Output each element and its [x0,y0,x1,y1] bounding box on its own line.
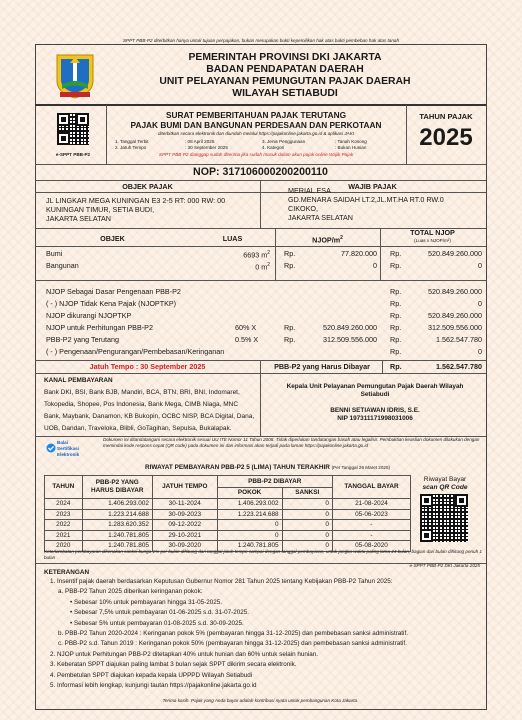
tahun-pajak-value: 2025 [419,124,473,151]
cell-tgl: 21-08-2024 [332,499,410,510]
keterangan-code: e-SPPT PBB-P2 DKI Jakarta 2025 [409,563,480,568]
objek-address-1: JL LINGKAR MEGA KUNINGAN E3 2-5 RT: 000 RW: 00 [46,196,226,205]
row-bangunan-total: 0 [478,261,482,270]
cell-pbb: 1.406.293.002 [82,499,152,510]
bsre-logo-text: Balai Sertifikasi Elektronik [57,440,80,457]
cell-tgl: 05-06-2023 [332,509,410,520]
calc-row-pct: 60% X [235,323,257,332]
riwayat-bayar-label: Riwayat Bayar [423,476,467,483]
calc-row-rp: Rp. [390,323,402,332]
info-key: 1. Tanggal Terbit [115,139,149,144]
riwayat-note: Keterlambatan pembayaran dikenakan sanksi bunga 1% per bulan dihitung dari tanggal jatuh tempo sampai dengan tanggal pembayaran, untuk jangka waktu paling lama 24 bulan, bagian dari bulan dihitung penuh 1 bulan [44,549,482,560]
cell-tahun: 2023 [45,509,83,520]
cell-sanksi: 0 [282,530,332,541]
divider [260,180,261,228]
calc-row-rp1: Rp. [284,323,296,332]
cell-tgl: - [332,520,410,531]
row-bumi-rp: Rp. [284,249,296,258]
cell-pbb: 1.240.781.805 [82,541,152,552]
header-divider [35,104,486,106]
objek-address-3: JAKARTA SELATAN [46,214,111,223]
row-bumi-rp2: Rp. [390,249,402,258]
calc-row-rp: Rp. [390,335,402,344]
info-key: 4. Kategori [262,145,285,150]
col-objek: OBJEK [100,234,125,243]
cell-pokok: 1.223.214.688 [217,509,282,520]
keterangan-item: 4. Pembetulan SPPT diajukan kepada kepala UPPPD Wilayah Setiabudi [50,671,253,679]
cell-tahun: 2020 [45,541,83,552]
top-note: SPPT PBB-P2 diterbitkan hanya untuk tujuan perpajakan, bukan merupakan bukti kepemilikan hak atas bukti pembeban hak atas tanah [122,38,400,43]
col-tanggal-bayar: TANGGAL BAYAR [332,476,410,499]
harus-dibayar-value: 1.562.547.780 [436,362,482,371]
header-line-4: WILAYAH SETIABUDI [232,88,338,99]
riwayat-qr-code-icon[interactable] [420,494,468,542]
cell-tahun: 2021 [45,530,83,541]
info-value: : 08 April 2025 [185,139,215,144]
cell-pbb: 1.240.781.805 [82,530,152,541]
row-bangunan-rp: Rp. [284,261,296,270]
objek-address-2: KUNINGAN TIMUR, SETIA BUDI, [46,205,155,214]
tahun-pajak-label: TAHUN PAJAK [419,112,473,121]
col-sanksi: SANKSI [282,488,332,499]
calc-row-value: 520.849.260.000 [428,287,482,296]
kanal-head: KANAL PEMBAYARAN [44,377,113,384]
wajib-pajak-head: WAJIB PAJAK [348,182,397,191]
cell-pokok: 0 [217,530,282,541]
keterangan-item: 1. Insentif pajak daerah berdasarkan Keputusan Gubernur Nomor 281 Tahun 2025 tentang Kebijakan PBB-P2 Tahun 2025: [50,578,393,585]
calc-row-value: 0 [478,347,482,356]
sign-nip: NIP 197311171998031006 [337,415,413,422]
cell-sanksi: 0 [282,541,332,552]
bsre-logo-icon [46,440,56,450]
scan-qr-label: scan QR Code [422,484,468,491]
col-njop: NJOP/$m^2$ [312,235,343,245]
keterangan-item: 2. NJOP untuk Perhitungan PBB-P2 ditetapkan 40% untuk hunian dan 60% untuk selain hunian. [50,650,319,658]
doc-title: SURAT PEMBERITAHUAN PAJAK TERUTANG [165,110,347,120]
cell-sanksi: 0 [282,509,332,520]
info-key: 3. Jenis Penggunaan [262,139,306,144]
calc-row-value: 520.849.260.000 [428,311,482,320]
divider [382,360,383,373]
cell-pokok: 0 [217,520,282,531]
col-total-njop: TOTAL NJOP [410,228,455,237]
bsre-text: Dokumen ini ditandatangani secara elektronik sesuai UU ITE Nomor 11 Tahun 2008. Tidak diperlukan tandatangan basah atau legalisir. Pembuktian keaslian dokumen dilakukan dengan memindai kode respons cepat (QR code) pada dokumen ini dan informasi akan terjadi pada laman https://pajakonline.jakarta.go.id [103,437,480,448]
wajib-address-3: JAKARTA SELATAN [288,213,353,222]
keterangan-item: • Sebesar 5% untuk pembayaran 01-08-2025 s.d. 30-09-2025. [70,619,244,627]
riwayat-table [44,475,411,552]
nop-number: NOP: 317106000200200110 [193,166,328,178]
cell-jt: 09-12-2022 [152,520,217,531]
col-jatuh-tempo: JATUH TEMPO [152,476,217,499]
row-bangunan-luas: 0 $m^2$ [255,262,270,272]
calc-row-label: NJOP untuk Perhitungan PBB-P2 [46,323,153,332]
row-bangunan-name: Bangunan [46,261,79,270]
sign-title: Kepala Unit Pelayanan Pemungutan Pajak Daerah Wilayah Setiabudi [286,383,464,398]
table-row [45,499,411,510]
col-luas: LUAS [222,234,243,243]
col-pokok: POKOK [217,488,282,499]
divider [35,164,486,165]
keterangan-item: a. PBB-P2 Tahun 2025 diberikan keringanan pokok: [58,588,203,596]
keterangan-item: c. PBB-P2 s.d. Tahun 2019 : Keringanan pokok 50% (pembayaran hingga 31-12-2025) dan pembebasan sanksi administratif. [58,640,407,648]
calc-row-value: 1.562.547.780 [436,335,482,344]
row-bumi-total: 520.849.260.000 [428,249,482,258]
wajib-name: MERIAL ESA [288,186,331,195]
keterangan-item: 5. Informasi lebih lengkap, kunjungi tautan https://pajakonline.jakarta.go.id [50,682,257,689]
calc-row-label: NJOP Sebagai Dasar Pengenaan PBB-P2 [46,287,181,296]
riwayat-title: RIWAYAT PEMBAYARAN PBB-P2 5 (LIMA) TAHUN TERAKHIR (Per Tanggal 26 Maret 2025) [145,464,391,471]
cell-sanksi: 0 [282,499,332,510]
sign-name: BENNI SETIAWAN IDRIS, S.E. [330,407,420,414]
sppt-qr-code-icon[interactable] [57,113,89,145]
row-bumi-luas: 6693 $m^2$ [243,250,270,260]
cell-tahun: 2024 [45,499,83,510]
wajib-address-1: GD.MENARA SAIDAH LT.2,JL.MT.HA RT.0 RW.0 [288,195,444,204]
keterangan-item: • Sebesar 7,5% untuk pembayaran 01-06-2025 s.d. 31-07-2025. [70,609,249,617]
header-line-2: BADAN PENDAPATAN DAERAH [206,64,364,75]
cell-jt: 30-09-2020 [152,541,217,552]
calc-row-value: 312.509.556.000 [428,323,482,332]
cell-pbb: 1.283.620.352 [82,520,152,531]
cell-sanksi: 0 [282,520,332,531]
col-total-sub: (Luas x NJOP/m²) [414,238,451,243]
keterangan-item: • Sebesar 10% untuk pembayaran hingga 31-05-2025. [70,598,223,606]
row-bumi-njop: 77.820.000 [341,249,377,258]
keterangan-head: KETERANGAN [44,569,90,576]
wajib-address-2: CIKOKO, [288,204,318,213]
jakarta-emblem-icon [52,51,98,99]
calc-row-rp: Rp. [390,299,402,308]
cell-jt: 30-11-2024 [152,499,217,510]
harus-dibayar-rp: Rp. [390,362,402,371]
keterangan-item: 3. Keberatan SPPT diajukan paling lambat 3 bulan sejak SPPT dikirim secara elektronik. [50,661,297,669]
calc-row-value: 0 [478,299,482,308]
jatuh-tempo: Jatuh Tempo : 30 September 2025 [89,362,206,371]
qr-label: e-SPPT PBB-P2 [55,152,91,157]
calc-row-base: 520.849.260.000 [323,323,377,332]
info-key: 2. Jatuh Tempo [115,145,147,150]
calc-row-rp: Rp. [390,311,402,320]
calc-row-rp: Rp. [390,287,402,296]
harus-dibayar-label: PBB-P2 yang Harus Dibayar [274,362,370,371]
divider [275,228,276,280]
info-value: : 30 September 2025 [185,145,228,150]
keterangan-item: b. PBB-P2 Tahun 2020-2024 : Keringanan pokok 5% (pembayaran hingga 31-12-2025) dan pembebasan sanksi administratif. [58,630,408,637]
calc-row-pct: 0.5% X [235,335,259,344]
calc-row-label: PBB-P2 yang Terutang [46,335,119,344]
calc-row-rp: Rp. [390,347,402,356]
divider [35,280,486,281]
doc-subtitle: diterbitkan secara elektronik dan diunduh melalui https://pajakonline.jakarta.go.id & aplikasi JAKI [157,131,355,136]
objek-pajak-head: OBJEK PAJAK [122,182,173,191]
cell-jt: 30-09-2023 [152,509,217,520]
table-row [45,520,411,531]
table-row [45,530,411,541]
col-tahun: TAHUN [45,476,83,499]
row-bumi-name: Bumi [46,249,63,258]
row-bangunan-njop: 0 [373,261,377,270]
divider [380,228,381,280]
calc-row-label: NJOP dikurangi NJOPTKP [46,311,132,320]
keterangan-footer: Terima kasih. Pajak yang Anda bayar adalah kontribusi nyata untuk pembangunan Kota Jakarta. [162,698,359,703]
cell-pokok: 1.240.781.805 [217,541,282,552]
divider [35,246,486,247]
info-value: : Tanah Kosong [335,139,367,144]
calc-row-rp1: Rp. [284,335,296,344]
divider [260,360,261,436]
cell-tgl: - [332,530,410,541]
row-bangunan-rp2: Rp. [390,261,402,270]
header-line-3: UNIT PELAYANAN PEMUNGUTAN PAJAK DAERAH [159,76,411,87]
kanal-list: Bank DKI, BSI, Bank BJB, Mandiri, BCA, BTN, BRI, BNI, Indomaret, Tokopedia, Shopee, Pos Indonesia, Bank Mega, CIMB Niaga, MNC Bank, Maybank, Danamon, KB Bukopin, OCBC NISP, BCA Digital, Dana, UOB, Dandan, Traveloka, Blibli, GoTagihan, Sepulsa, Bukalapak. [44,389,255,432]
table-row [45,509,411,520]
cell-tahun: 2022 [45,520,83,531]
col-dibayar: PBB-P2 DIBAYAR [217,476,332,488]
col-pbb: PBB-P2 YANG HARUS DIBAYAR [82,476,152,499]
cell-jt: 29-10-2021 [152,530,217,541]
info-value: : Bukan Hunian [335,145,367,150]
warning-text: SPPT PBB-P2 dianggap sudah diterima jika sudah masuk dalam akun pajak online Wajib Pajak [158,152,354,157]
cell-pokok: 1.406.293.002 [217,499,282,510]
calc-row-label: ( - ) Pengenaan/Pengurangan/Pembebasan/Keringanan [46,347,225,356]
header-line-1: PEMERINTAH PROVINSI DKI JAKARTA [188,52,382,63]
calc-row-base: 312.509.556.000 [323,335,377,344]
calc-row-label: ( - ) NJOP Tidak Kena Pajak (NJOPTKP) [46,299,177,308]
cell-pbb: 1.223.214.688 [82,509,152,520]
cell-tgl: 05-08-2020 [332,541,410,552]
doc-title-2: PAJAK BUMI DAN BANGUNAN PERDESAAN DAN PERKOTAAN [130,120,382,130]
